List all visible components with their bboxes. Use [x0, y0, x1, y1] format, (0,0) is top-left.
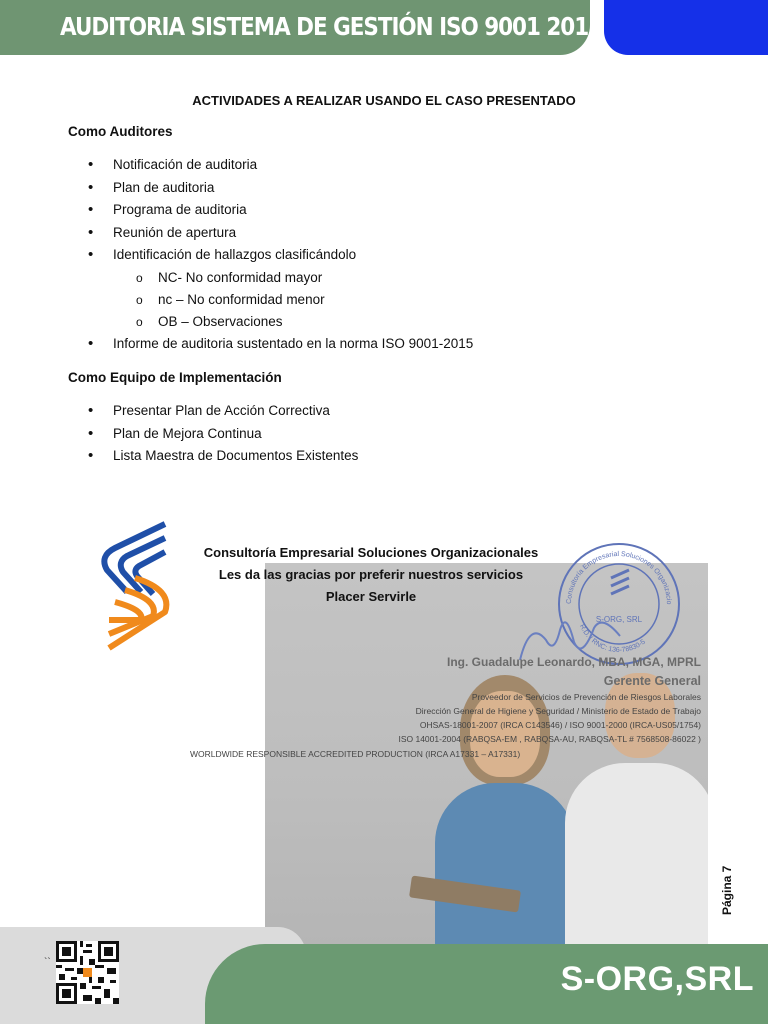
auditors-section-title: Como Auditores: [68, 124, 173, 139]
sub-list-item: o OB – Observaciones: [68, 311, 473, 333]
list-item: • Reunión de apertura: [68, 222, 473, 245]
signer-title: Gerente General: [603, 674, 701, 688]
stamp-ring-text: Consultoría Empresarial Soluciones Organizacio: [565, 550, 673, 605]
header-accent: [604, 0, 768, 55]
qr-code[interactable]: [56, 941, 119, 1004]
list-item: • Plan de auditoria: [68, 177, 473, 200]
stamp-center-text: S-ORG, SRL: [595, 615, 643, 624]
credential-line: ISO 14001-2004 (RABQSA-EM , RABQSA-AU, RABQSA-TL # 7568508-86022 ): [398, 734, 701, 744]
list-item: • Lista Maestra de Documentos Existentes: [68, 445, 358, 468]
list-item: • Notificación de auditoria: [68, 154, 473, 177]
implementation-list: [68, 400, 358, 468]
activities-heading: ACTIVIDADES A REALIZAR USANDO EL CASO PRESENTADO: [192, 93, 576, 108]
credential-line: OHSAS-18001-2007 (IRCA C143546) / ISO 9001-2000 (IRCA-US05/1754): [419, 720, 701, 730]
page-number: Página 7: [720, 865, 734, 915]
closing-thanks: Les da las gracias por preferir nuestros servicios: [218, 567, 524, 582]
footer-mark: ``: [44, 957, 51, 968]
list-item: • Programa de auditoria: [68, 199, 473, 222]
svg-text:Consultoría Empresarial Soluci: [555, 540, 672, 605]
implementation-section-title: Como Equipo de Implementación: [68, 370, 282, 385]
closing-company: Consultoría Empresarial Soluciones Organizacionales: [203, 545, 539, 560]
closing-motto: Placer Servirle: [325, 589, 417, 604]
credential-line: Proveedor de Servicios de Prevención de Riesgos Laborales: [471, 692, 701, 702]
sub-list-item: o nc – No conformidad menor: [68, 289, 473, 311]
list-item: • Informe de auditoria sustentado en la norma ISO 9001-2015: [68, 333, 473, 356]
list-item: • Presentar Plan de Acción Correctiva: [68, 400, 358, 423]
worldwide-accreditation: WORLDWIDE RESPONSIBLE ACCREDITED PRODUCTION (IRCA A17331 – A17331): [190, 749, 521, 759]
page-title: AUDITORIA SISTEMA DE GESTIÓN ISO 9001 2015: [60, 12, 603, 41]
signer-name: Ing. Guadalupe Leonardo, MBA, MGA, MPRL: [447, 655, 701, 669]
list-item: • Identificación de hallazgos clasificándolo: [68, 244, 473, 267]
auditors-list: [68, 154, 473, 355]
sub-list-item: o NC- No conformidad mayor: [68, 267, 473, 289]
stamp-bottom-text: R.D. / RNC: 136-78830-5: [578, 623, 647, 655]
list-item: • Plan de Mejora Continua: [68, 423, 358, 446]
footer-brand: S-ORG,SRL: [560, 960, 754, 998]
credential-line: Dirección General de Higiene y Seguridad / Ministerio de Estado de Trabajo: [415, 706, 701, 716]
company-logo: [95, 520, 180, 655]
